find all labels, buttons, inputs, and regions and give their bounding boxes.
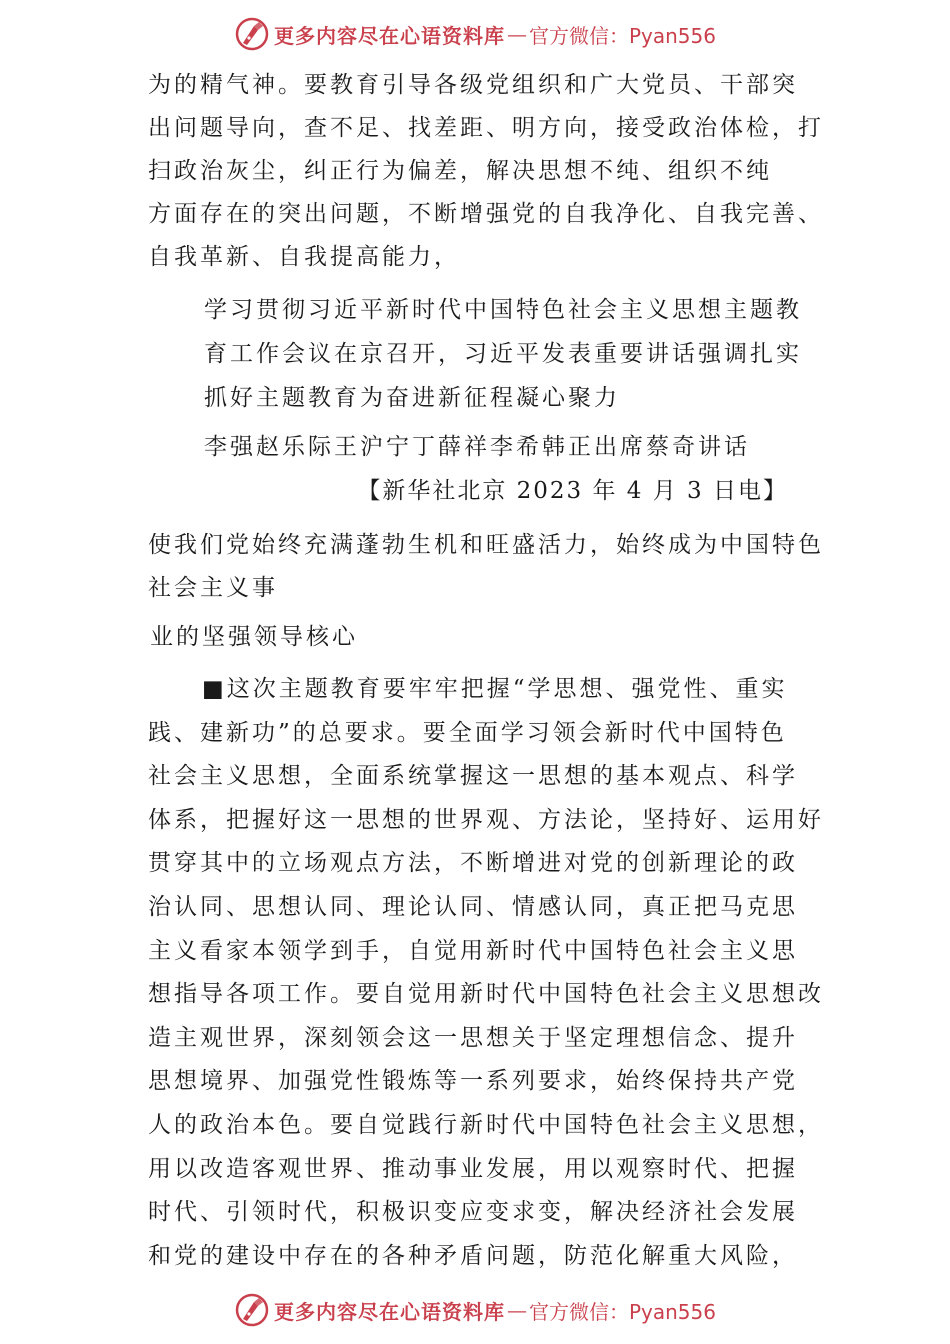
news-dateline: 【新华社北京 2023 年 4 月 3 日电】 (357, 478, 788, 504)
text-line: 出问题导向，查不足、找差距、明方向，接受政治体检，打 (148, 115, 824, 141)
footer-promo-text: 更多内容尽在心语资料库 (273, 1299, 505, 1324)
text-line: 社会主义思想，全面系统掌握这一思想的基本观点、科学 (148, 763, 798, 790)
text-line: 为的精气神。要教育引导各级党组织和广大党员、干部突 (148, 72, 798, 98)
footer-banner (0, 1290, 950, 1330)
text-line: 用以改造客观世界、推动事业发展，用以观察时代、把握 (148, 1155, 798, 1182)
paragraph-1 (148, 64, 824, 279)
header-promo-text: 更多内容尽在心语资料库 (273, 23, 505, 48)
text-line: 想指导各项工作。要自觉用新时代中国特色社会主义思想改 (148, 981, 824, 1008)
headline-line: 抓好主题教育为奋进新征程凝心聚力 (204, 385, 620, 411)
pen-nib-logo-icon (234, 1292, 270, 1328)
text-line: 方面存在的突出问题，不断增强党的自我净化、自我完善、 (148, 201, 824, 227)
text-line: ■这次主题教育要牢牢把握“学思想、强党性、重实 (202, 676, 788, 702)
text-line: 和党的建设中存在的各种矛盾问题，防范化解重大风险， (148, 1242, 798, 1269)
footer-wechat-text: 官方微信：Pyan556 (528, 1299, 716, 1324)
text-line: 造主观世界，深刻领会这一思想关于坚定理想信念、提升 (148, 1024, 798, 1051)
pen-nib-logo-icon (234, 16, 270, 52)
header-dash: — (506, 22, 527, 46)
header-wechat-text: 官方微信：Pyan556 (528, 23, 716, 48)
text-line: 自我革新、自我提高能力， (148, 244, 460, 270)
paragraph-4 (148, 668, 824, 1278)
text-line: 使我们党始终充满蓬勃生机和旺盛活力，始终成为中国特色 (148, 532, 824, 558)
text-line: 贯穿其中的立场观点方法，不断增进对党的创新理论的政 (148, 850, 798, 877)
headline-line: 学习贯彻习近平新时代中国特色社会主义思想主题教 (204, 297, 802, 323)
text-line: 体系，把握好这一思想的世界观、方法论，坚持好、运用好 (148, 806, 824, 833)
text-line: 人的政治本色。要自觉践行新时代中国特色社会主义思想， (148, 1111, 824, 1138)
header-banner (0, 14, 950, 54)
text-line: 业的坚强领导核心 (150, 624, 358, 650)
text-line: 思想境界、加强党性锻炼等一系列要求，始终保持共产党 (148, 1068, 798, 1095)
paragraph-3 (150, 616, 820, 659)
text-line: 治认同、思想认同、理论认同、情感认同，真正把马克思 (148, 893, 798, 920)
news-subheadline (204, 426, 874, 469)
footer-dash: — (506, 1298, 527, 1322)
text-line: 践、建新功”的总要求。要全面学习领会新时代中国特色 (148, 719, 787, 746)
subheadline-line: 李强赵乐际王沪宁丁薛祥李希韩正出席蔡奇讲话 (204, 434, 750, 460)
text-line: 扫政治灰尘，纠正行为偏差，解决思想不纯、组织不纯 (148, 158, 772, 184)
text-line: 时代、引领时代，积极识变应变求变，解决经济社会发展 (148, 1199, 798, 1226)
text-line: 主义看家本领学到手，自觉用新时代中国特色社会主义思 (148, 937, 798, 964)
text-line: 社会主义事 (148, 575, 278, 601)
paragraph-2 (148, 524, 824, 610)
headline-line: 育工作会议在京召开，习近平发表重要讲话强调扎实 (204, 341, 802, 367)
news-headline (204, 288, 824, 420)
